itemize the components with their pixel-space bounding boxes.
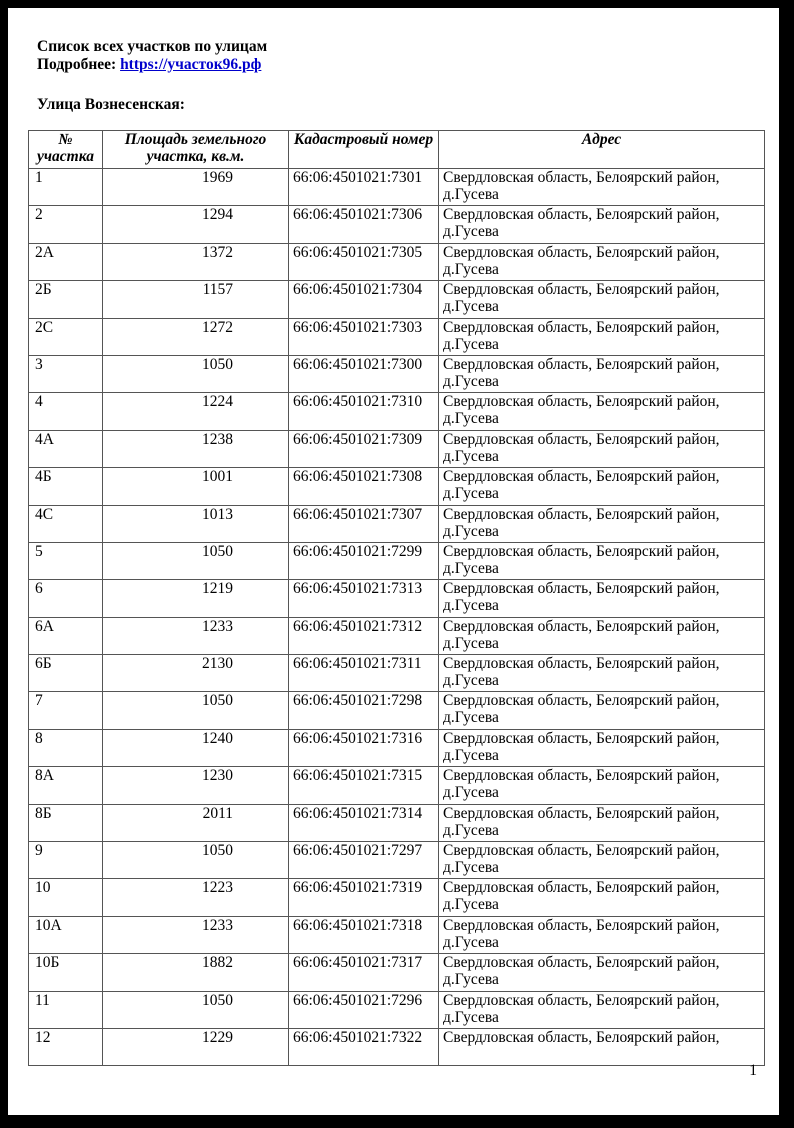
address-cell: Свердловская область, Белоярский район, д.Гусева [439,617,765,654]
table-row [29,542,765,579]
area-cell: 1223 [103,879,289,916]
cadastral-cell: 66:06:4501021:7309 [289,430,439,467]
area-cell: 1969 [103,169,289,206]
address-cell: Свердловская область, Белоярский район, д.Гусева [439,580,765,617]
cadastral-cell: 66:06:4501021:7311 [289,655,439,692]
plot-number-cell: 2С [29,318,103,355]
area-cell: 1050 [103,991,289,1028]
address-cell: Свердловская область, Белоярский район, д.Гусева [439,804,765,841]
area-cell: 1294 [103,206,289,243]
plot-number-cell: 7 [29,692,103,729]
plot-number-cell: 8А [29,767,103,804]
plot-number-cell: 5 [29,542,103,579]
plot-number-cell: 2 [29,206,103,243]
cadastral-cell: 66:06:4501021:7315 [289,767,439,804]
cadastral-cell: 66:06:4501021:7305 [289,243,439,280]
cadastral-cell: 66:06:4501021:7298 [289,692,439,729]
area-cell: 1050 [103,355,289,392]
table-row [29,767,765,804]
address-cell: Свердловская область, Белоярский район, д.Гусева [439,243,765,280]
address-cell: Свердловская область, Белоярский район, д.Гусева [439,355,765,392]
table-row [29,692,765,729]
plot-number-cell: 10Б [29,954,103,991]
cadastral-cell: 66:06:4501021:7318 [289,916,439,953]
cadastral-cell: 66:06:4501021:7322 [289,1028,439,1065]
address-cell: Свердловская область, Белоярский район, д.Гусева [439,169,765,206]
plot-number-cell: 2А [29,243,103,280]
address-cell: Свердловская область, Белоярский район, д.Гусева [439,879,765,916]
area-cell: 1229 [103,1028,289,1065]
address-cell: Свердловская область, Белоярский район, д.Гусева [439,430,765,467]
plot-number-cell: 9 [29,842,103,879]
table-row [29,318,765,355]
area-cell: 1050 [103,842,289,879]
cadastral-cell: 66:06:4501021:7316 [289,729,439,766]
plot-number-cell: 2Б [29,281,103,318]
plot-number-cell: 4А [29,430,103,467]
cadastral-cell: 66:06:4501021:7300 [289,355,439,392]
area-cell: 2130 [103,655,289,692]
table-row [29,580,765,617]
area-cell: 1001 [103,468,289,505]
area-cell: 1230 [103,767,289,804]
more-info-line [37,56,267,74]
cadastral-cell: 66:06:4501021:7319 [289,879,439,916]
plot-number-cell: 10А [29,916,103,953]
website-link[interactable]: https://участок96.рф [120,56,262,73]
header-address: Адрес [439,131,765,169]
address-cell: Свердловская область, Белоярский район, д.Гусева [439,505,765,542]
more-label: Подробнее: [37,56,117,73]
address-cell: Свердловская область, Белоярский район, д.Гусева [439,954,765,991]
table-row [29,655,765,692]
table-row [29,281,765,318]
area-cell: 1882 [103,954,289,991]
cadastral-cell: 66:06:4501021:7304 [289,281,439,318]
address-cell: Свердловская область, Белоярский район, д.Гусева [439,318,765,355]
page-number: 1 [749,1062,757,1079]
table-row [29,729,765,766]
cadastral-cell: 66:06:4501021:7310 [289,393,439,430]
address-cell: Свердловская область, Белоярский район, д.Гусева [439,468,765,505]
table-row [29,954,765,991]
plot-number-cell: 6 [29,580,103,617]
header-plot-number: № участка [29,131,103,169]
area-cell: 1238 [103,430,289,467]
header-area: Площадь земельного участка, кв.м. [103,131,289,169]
address-cell: Свердловская область, Белоярский район, д.Гусева [439,206,765,243]
document-title: Список всех участков по улицам [37,38,268,55]
area-cell: 1272 [103,318,289,355]
table-header-row [29,131,765,169]
table-row [29,916,765,953]
address-cell: Свердловская область, Белоярский район, д.Гусева [439,692,765,729]
plot-number-cell: 4 [29,393,103,430]
plot-number-cell: 3 [29,355,103,392]
address-cell: Свердловская область, Белоярский район, [439,1028,765,1065]
plot-number-cell: 4Б [29,468,103,505]
table-row [29,206,765,243]
table-row [29,991,765,1028]
area-cell: 1157 [103,281,289,318]
area-cell: 1372 [103,243,289,280]
plot-number-cell: 10 [29,879,103,916]
cadastral-cell: 66:06:4501021:7299 [289,542,439,579]
cadastral-cell: 66:06:4501021:7308 [289,468,439,505]
area-cell: 2011 [103,804,289,841]
plot-number-cell: 1 [29,169,103,206]
document-page [8,8,779,1115]
table-row [29,355,765,392]
street-heading: Улица Вознесенская: [37,96,185,113]
table-row [29,505,765,542]
cadastral-cell: 66:06:4501021:7317 [289,954,439,991]
cadastral-cell: 66:06:4501021:7307 [289,505,439,542]
table-row [29,169,765,206]
address-cell: Свердловская область, Белоярский район, д.Гусева [439,281,765,318]
cadastral-cell: 66:06:4501021:7314 [289,804,439,841]
address-cell: Свердловская область, Белоярский район, д.Гусева [439,729,765,766]
address-cell: Свердловская область, Белоярский район, д.Гусева [439,767,765,804]
plot-number-cell: 8Б [29,804,103,841]
address-cell: Свердловская область, Белоярский район, д.Гусева [439,393,765,430]
table-row [29,1028,765,1065]
area-cell: 1233 [103,916,289,953]
document-heading [37,38,267,74]
plot-number-cell: 6А [29,617,103,654]
address-cell: Свердловская область, Белоярский район, д.Гусева [439,916,765,953]
table-row [29,842,765,879]
table-row [29,617,765,654]
area-cell: 1219 [103,580,289,617]
table-row [29,430,765,467]
area-cell: 1224 [103,393,289,430]
plot-number-cell: 8 [29,729,103,766]
cadastral-cell: 66:06:4501021:7313 [289,580,439,617]
cadastral-cell: 66:06:4501021:7306 [289,206,439,243]
cadastral-cell: 66:06:4501021:7296 [289,991,439,1028]
table-row [29,879,765,916]
address-cell: Свердловская область, Белоярский район, д.Гусева [439,542,765,579]
table-row [29,804,765,841]
area-cell: 1050 [103,542,289,579]
plot-number-cell: 6Б [29,655,103,692]
header-cadastral: Кадастровый номер [289,131,439,169]
cadastral-cell: 66:06:4501021:7303 [289,318,439,355]
table-row [29,393,765,430]
area-cell: 1050 [103,692,289,729]
plot-number-cell: 12 [29,1028,103,1065]
area-cell: 1240 [103,729,289,766]
plot-number-cell: 11 [29,991,103,1028]
table-row [29,243,765,280]
cadastral-cell: 66:06:4501021:7312 [289,617,439,654]
area-cell: 1233 [103,617,289,654]
address-cell: Свердловская область, Белоярский район, д.Гусева [439,842,765,879]
cadastral-cell: 66:06:4501021:7301 [289,169,439,206]
table-row [29,468,765,505]
plots-table [28,130,765,1066]
cadastral-cell: 66:06:4501021:7297 [289,842,439,879]
plot-number-cell: 4С [29,505,103,542]
address-cell: Свердловская область, Белоярский район, д.Гусева [439,991,765,1028]
address-cell: Свердловская область, Белоярский район, д.Гусева [439,655,765,692]
area-cell: 1013 [103,505,289,542]
